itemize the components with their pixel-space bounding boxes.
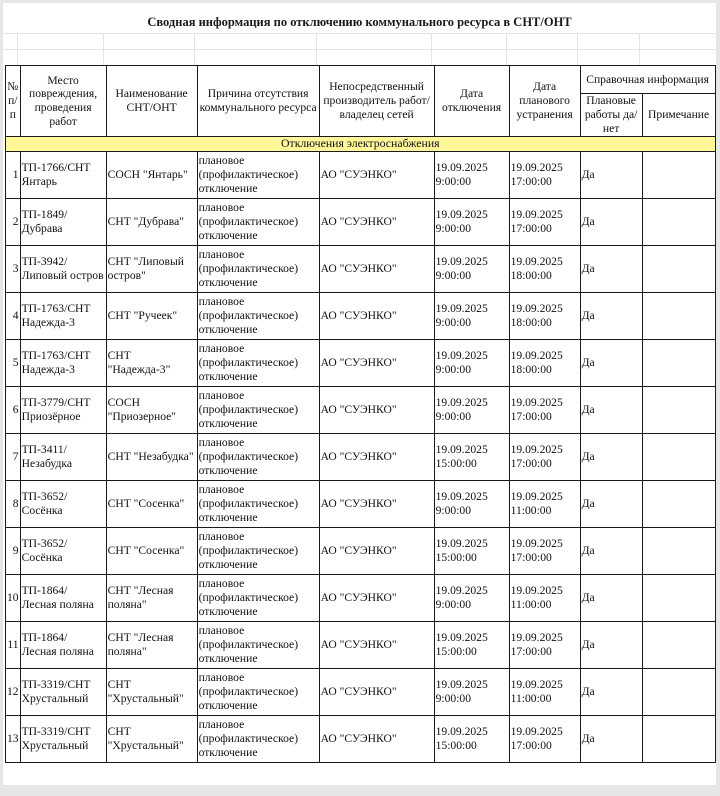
cell-producer: АО "СУЭНКО" [319, 339, 434, 386]
cell-note [642, 386, 715, 433]
cell-fix-date: 19.09.2025 18:00:00 [509, 339, 580, 386]
cell-name: СНТ "Хрустальный" [106, 715, 197, 762]
cell-num: 7 [6, 433, 21, 480]
cell-note [642, 668, 715, 715]
cell-off-date: 19.09.2025 9:00:00 [434, 339, 509, 386]
cell-off-date: 19.09.2025 15:00:00 [434, 715, 509, 762]
cell-fix-date: 19.09.2025 17:00:00 [509, 198, 580, 245]
table-row [6, 574, 716, 621]
cell-off-date: 19.09.2025 9:00:00 [434, 574, 509, 621]
cell-place: ТП-3652/ Сосёнка [20, 527, 106, 574]
cell-planned: Да [580, 433, 642, 480]
cell-reason: плановое (профилактическое) отключение [197, 433, 319, 480]
cell-note [642, 339, 715, 386]
cell-num: 11 [6, 621, 21, 668]
cell-reason: плановое (профилактическое) отключение [197, 527, 319, 574]
cell-planned: Да [580, 386, 642, 433]
cell-name: СНТ "Незабудка" [106, 433, 197, 480]
cell-name: СНТ "Дубрава" [106, 198, 197, 245]
cell-off-date: 19.09.2025 9:00:00 [434, 198, 509, 245]
cell-producer: АО "СУЭНКО" [319, 574, 434, 621]
cell-place: ТП-3942/ Липовый остров [20, 245, 106, 292]
page-title: Сводная информация по отключению коммунального ресурса в СНТ/ОНТ [147, 15, 572, 29]
cell-planned: Да [580, 621, 642, 668]
header-note: Примечание [642, 94, 715, 137]
cell-off-date: 19.09.2025 9:00:00 [434, 245, 509, 292]
cell-reason: плановое (профилактическое) отключение [197, 151, 319, 198]
cell-planned: Да [580, 574, 642, 621]
cell-place: ТП-1849/ Дубрава [20, 198, 106, 245]
header-fix-date: Дата планового устранения [509, 66, 580, 137]
cell-name: СНТ "Сосенка" [106, 480, 197, 527]
cell-off-date: 19.09.2025 9:00:00 [434, 480, 509, 527]
cell-planned: Да [580, 339, 642, 386]
cell-reason: плановое (профилактическое) отключение [197, 668, 319, 715]
cell-num: 12 [6, 668, 21, 715]
cell-num: 8 [6, 480, 21, 527]
table-row [6, 386, 716, 433]
table-row [6, 668, 716, 715]
cell-off-date: 19.09.2025 15:00:00 [434, 621, 509, 668]
cell-note [642, 151, 715, 198]
header-off-date: Дата отключения [434, 66, 509, 137]
header-reason: Причина отсутствия коммунального ресурса [197, 66, 319, 137]
cell-name: СОСН "Приозерное" [106, 386, 197, 433]
header-planned: Плановые работы да/нет [580, 94, 642, 137]
cell-num: 9 [6, 527, 21, 574]
cell-reason: плановое (профилактическое) отключение [197, 574, 319, 621]
table-row [6, 433, 716, 480]
cell-producer: АО "СУЭНКО" [319, 198, 434, 245]
cell-note [642, 621, 715, 668]
section-row [6, 137, 716, 152]
cell-off-date: 19.09.2025 15:00:00 [434, 527, 509, 574]
cell-note [642, 715, 715, 762]
cell-planned: Да [580, 480, 642, 527]
cell-off-date: 19.09.2025 15:00:00 [434, 433, 509, 480]
cell-name: СНТ "Лесная поляна" [106, 621, 197, 668]
cell-fix-date: 19.09.2025 11:00:00 [509, 574, 580, 621]
table-row [6, 198, 716, 245]
cell-reason: плановое (профилактическое) отключение [197, 339, 319, 386]
cell-planned: Да [580, 715, 642, 762]
cell-place: ТП-3319/СНТ Хрустальный [20, 668, 106, 715]
table-row [6, 715, 716, 762]
cell-place: ТП-3319/СНТ Хрустальный [20, 715, 106, 762]
cell-place: ТП-1864/ Лесная поляна [20, 621, 106, 668]
table-row [6, 527, 716, 574]
cell-num: 1 [6, 151, 21, 198]
cell-fix-date: 19.09.2025 17:00:00 [509, 621, 580, 668]
cell-note [642, 527, 715, 574]
cell-fix-date: 19.09.2025 17:00:00 [509, 433, 580, 480]
cell-name: СНТ "Надежда-3" [106, 339, 197, 386]
cell-planned: Да [580, 151, 642, 198]
cell-name: СНТ "Липовый остров" [106, 245, 197, 292]
cell-fix-date: 19.09.2025 11:00:00 [509, 480, 580, 527]
cell-producer: АО "СУЭНКО" [319, 245, 434, 292]
cell-place: ТП-1763/СНТ Надежда-3 [20, 339, 106, 386]
cell-note [642, 574, 715, 621]
cell-producer: АО "СУЭНКО" [319, 527, 434, 574]
cell-producer: АО "СУЭНКО" [319, 480, 434, 527]
table-row [6, 151, 716, 198]
cell-off-date: 19.09.2025 9:00:00 [434, 386, 509, 433]
cell-reason: плановое (профилактическое) отключение [197, 198, 319, 245]
cell-num: 5 [6, 339, 21, 386]
header-num: № п/п [6, 66, 21, 137]
cell-off-date: 19.09.2025 9:00:00 [434, 151, 509, 198]
outage-table [5, 65, 716, 763]
cell-producer: АО "СУЭНКО" [319, 151, 434, 198]
cell-planned: Да [580, 527, 642, 574]
cell-num: 4 [6, 292, 21, 339]
cell-name: СНТ "Лесная поляна" [106, 574, 197, 621]
cell-place: ТП-1766/СНТ Янтарь [20, 151, 106, 198]
cell-note [642, 198, 715, 245]
table-row [6, 339, 716, 386]
cell-reason: плановое (профилактическое) отключение [197, 621, 319, 668]
header-name: Наименование СНТ/ОНТ [106, 66, 197, 137]
table-row [6, 292, 716, 339]
cell-planned: Да [580, 198, 642, 245]
spreadsheet-sheet [3, 3, 716, 785]
cell-place: ТП-3411/ Незабудка [20, 433, 106, 480]
cell-fix-date: 19.09.2025 17:00:00 [509, 151, 580, 198]
cell-place: ТП-1864/ Лесная поляна [20, 574, 106, 621]
cell-note [642, 245, 715, 292]
cell-reason: плановое (профилактическое) отключение [197, 245, 319, 292]
cell-note [642, 292, 715, 339]
cell-fix-date: 19.09.2025 17:00:00 [509, 386, 580, 433]
section-title: Отключения электроснабжения [6, 137, 716, 152]
cell-reason: плановое (профилактическое) отключение [197, 715, 319, 762]
cell-note [642, 433, 715, 480]
cell-planned: Да [580, 245, 642, 292]
cell-planned: Да [580, 668, 642, 715]
cell-reason: плановое (профилактическое) отключение [197, 480, 319, 527]
cell-num: 3 [6, 245, 21, 292]
cell-fix-date: 19.09.2025 17:00:00 [509, 527, 580, 574]
table-row [6, 480, 716, 527]
cell-place: ТП-3779/СНТ Приозёрное [20, 386, 106, 433]
cell-num: 10 [6, 574, 21, 621]
cell-fix-date: 19.09.2025 18:00:00 [509, 292, 580, 339]
table-row [6, 245, 716, 292]
cell-num: 6 [6, 386, 21, 433]
cell-reason: плановое (профилактическое) отключение [197, 386, 319, 433]
cell-producer: АО "СУЭНКО" [319, 621, 434, 668]
cell-planned: Да [580, 292, 642, 339]
cell-name: СОСН "Янтарь" [106, 151, 197, 198]
cell-fix-date: 19.09.2025 11:00:00 [509, 668, 580, 715]
cell-producer: АО "СУЭНКО" [319, 715, 434, 762]
header-place: Место повреждения, проведения работ [20, 66, 106, 137]
cell-off-date: 19.09.2025 9:00:00 [434, 292, 509, 339]
cell-num: 2 [6, 198, 21, 245]
cell-num: 13 [6, 715, 21, 762]
cell-name: СНТ "Ручеек" [106, 292, 197, 339]
cell-reason: плановое (профилактическое) отключение [197, 292, 319, 339]
cell-name: СНТ "Хрустальный" [106, 668, 197, 715]
header-reference: Справочная информация [580, 66, 715, 94]
table-row [6, 621, 716, 668]
cell-off-date: 19.09.2025 9:00:00 [434, 668, 509, 715]
cell-fix-date: 19.09.2025 17:00:00 [509, 715, 580, 762]
cell-producer: АО "СУЭНКО" [319, 668, 434, 715]
cell-producer: АО "СУЭНКО" [319, 386, 434, 433]
cell-place: ТП-1763/СНТ Надежда-3 [20, 292, 106, 339]
header-producer: Непосредственный производитель работ/ владелец сетей [319, 66, 434, 137]
cell-note [642, 480, 715, 527]
cell-fix-date: 19.09.2025 18:00:00 [509, 245, 580, 292]
empty-grid-area [3, 33, 716, 65]
cell-place: ТП-3652/ Сосёнка [20, 480, 106, 527]
cell-producer: АО "СУЭНКО" [319, 292, 434, 339]
cell-producer: АО "СУЭНКО" [319, 433, 434, 480]
cell-name: СНТ "Сосенка" [106, 527, 197, 574]
